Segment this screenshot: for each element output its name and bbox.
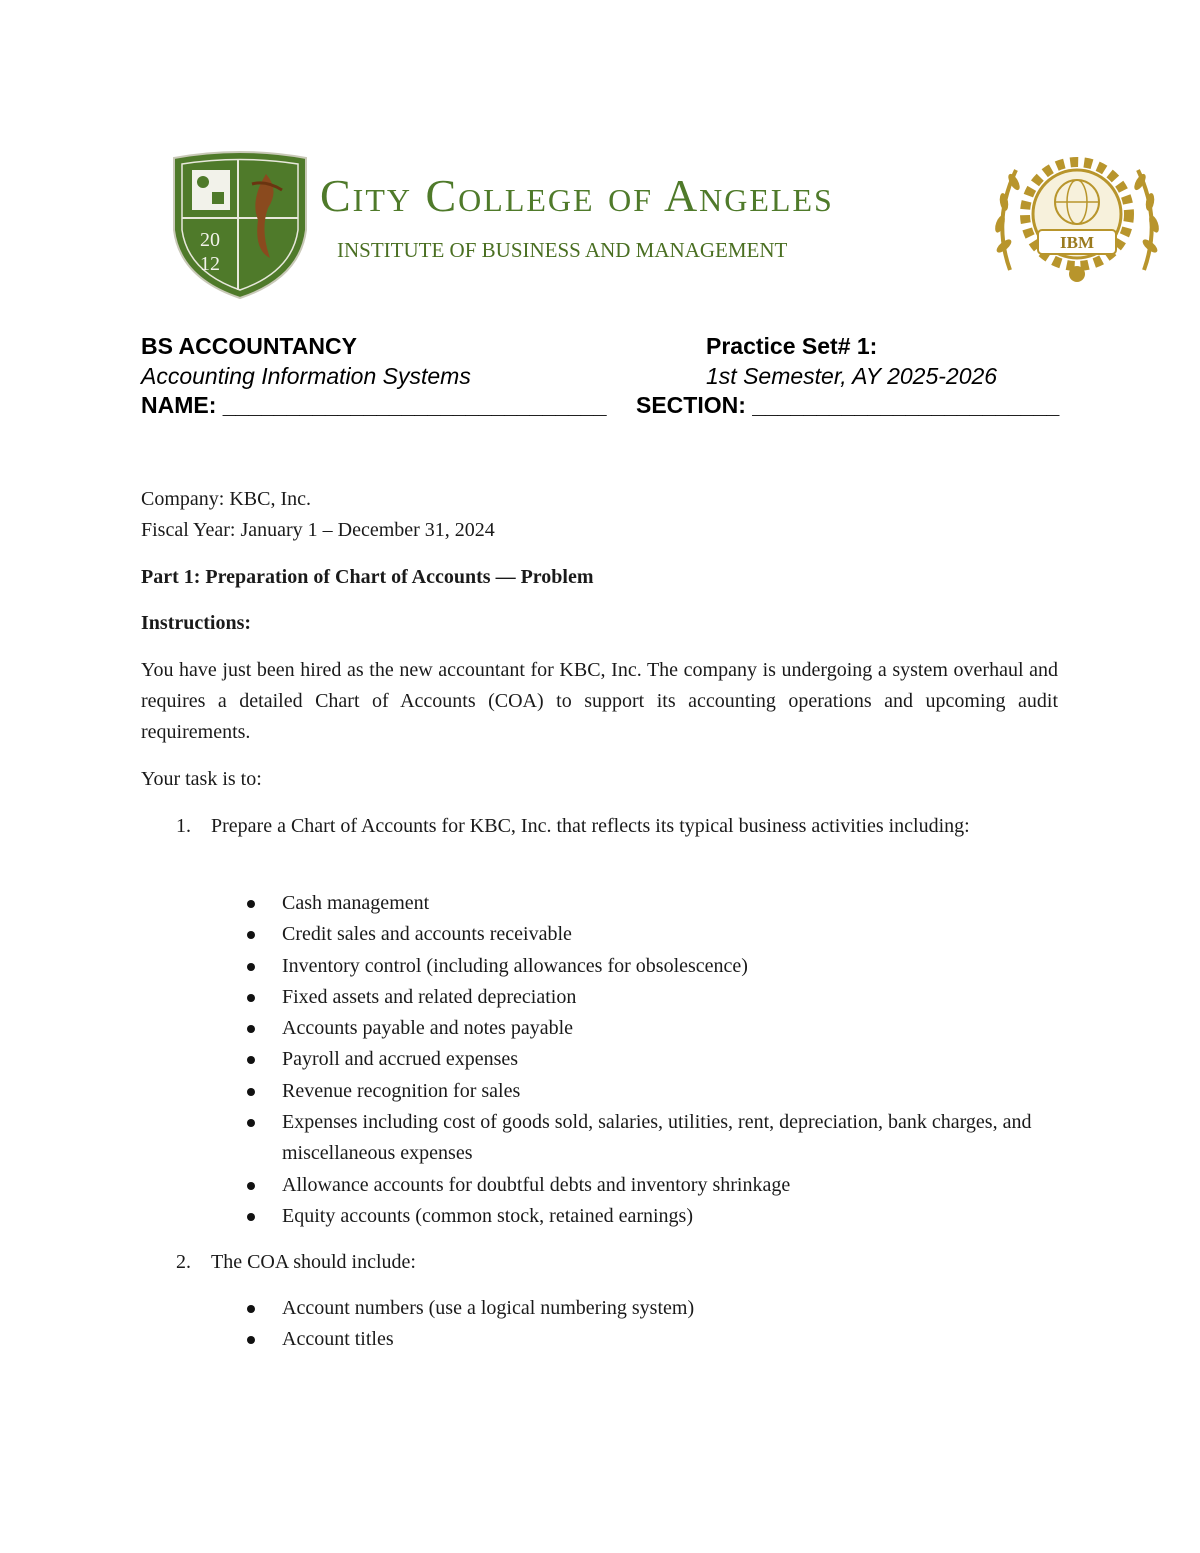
bullet-icon (247, 1336, 255, 1344)
bullet-icon (247, 963, 255, 971)
fiscal-year-line: Fiscal Year: January 1 – December 31, 2024 (141, 519, 495, 541)
bullet-icon (247, 1025, 255, 1033)
intro-paragraph: You have just been hired as the new accountant for KBC, Inc. The company is undergoing a system overhaul and requires a detailed Chart of Accounts (COA) to support its accounting operations and upcoming audit requirements. (141, 659, 1058, 743)
task2-bullet-list (246, 1293, 1056, 1356)
practice-set-title: Practice Set# 1: (706, 333, 878, 359)
list-item: Fixed assets and related depreciation (246, 982, 1056, 1013)
bullet-icon (247, 900, 255, 908)
list-item: Allowance accounts for doubtful debts and inventory shrinkage (246, 1170, 1056, 1201)
list-item: Equity accounts (common stock, retained earnings) (246, 1201, 1056, 1232)
list-item: Payroll and accrued expenses (246, 1044, 1056, 1075)
seal-label: IBM (1060, 233, 1094, 252)
bullet-icon (247, 1305, 255, 1313)
task-number: 2. (176, 1251, 191, 1273)
institute-name: INSTITUTE OF BUSINESS AND MANAGEMENT (337, 238, 788, 262)
company-line: Company: KBC, Inc. (141, 488, 311, 510)
instructions-label: Instructions: (141, 612, 252, 634)
list-item: Cash management (246, 888, 1056, 919)
bullet-icon (247, 994, 255, 1002)
list-item: Expenses including cost of goods sold, salaries, utilities, rent, depreciation, bank charges, and miscellaneous expenses (246, 1107, 1056, 1170)
program-title: BS ACCOUNTANCY (141, 333, 357, 359)
subject-title: Accounting Information Systems (141, 363, 471, 389)
list-item: Accounts payable and notes payable (246, 1013, 1056, 1044)
list-item: Revenue recognition for sales (246, 1076, 1056, 1107)
shield-year-top: 20 (200, 229, 220, 251)
semester-label: 1st Semester, AY 2025-2026 (706, 363, 998, 389)
task-label: Your task is to: (141, 768, 262, 790)
task-text: The COA should include: (211, 1251, 416, 1273)
ibm-seal-logo (988, 150, 1166, 290)
bullet-icon (247, 1056, 255, 1064)
list-item: Account numbers (use a logical numbering system) (246, 1293, 1056, 1324)
college-shield-logo (170, 150, 310, 300)
list-item: Inventory control (including allowances for obsolescence) (246, 951, 1056, 982)
task-number: 1. (176, 815, 191, 837)
shield-year-bottom: 12 (200, 253, 220, 275)
section-field[interactable]: SECTION: ________________________ (636, 392, 1060, 418)
list-item: Account titles (246, 1324, 1056, 1355)
bullet-icon (247, 1213, 255, 1221)
task-text: Prepare a Chart of Accounts for KBC, Inc. that reflects its typical business activities including: (211, 815, 970, 837)
bullet-icon (247, 1119, 255, 1127)
college-name: City College of Angeles (320, 170, 834, 221)
name-field[interactable]: NAME: ______________________________ (141, 392, 607, 418)
part1-title: Part 1: Preparation of Chart of Accounts — Problem (141, 566, 594, 588)
list-item: Credit sales and accounts receivable (246, 919, 1056, 950)
task1-bullet-list (246, 888, 1056, 1232)
bullet-icon (247, 931, 255, 939)
bullet-icon (247, 1088, 255, 1096)
bullet-icon (247, 1182, 255, 1190)
